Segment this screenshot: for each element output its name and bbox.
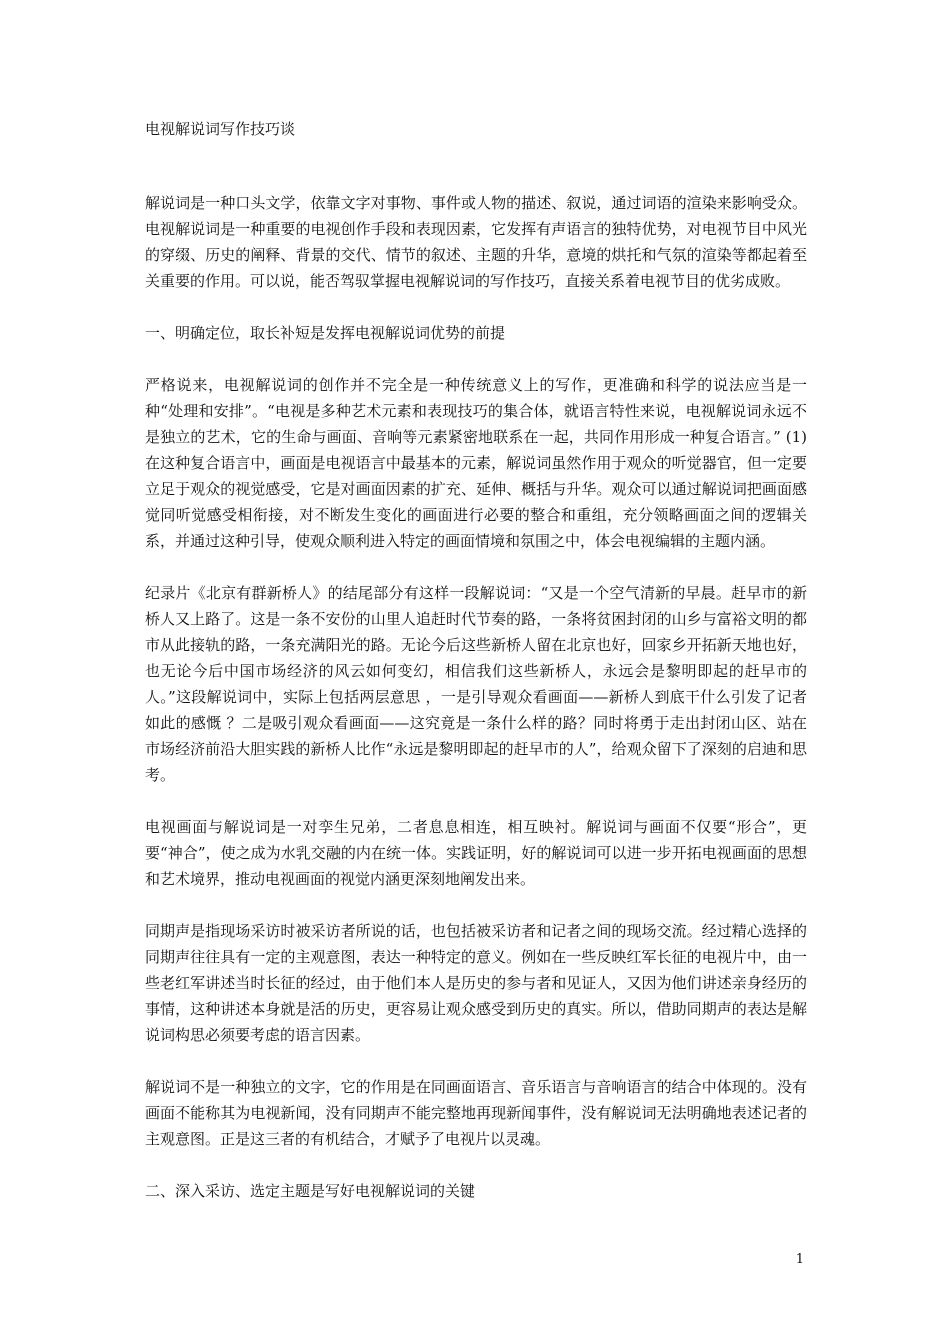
document-body <box>145 118 823 1204</box>
page-number: 1 <box>795 1252 804 1267</box>
spacer <box>145 140 807 190</box>
paragraph-image-and-narration: 电视画面与解说词是一对孪生兄弟，二者息息相连，相互映衬。解说词与画面不仅要“形合”，更要“神合”，使之成为水乳交融的内在统一体。实践证明，好的解说词可以进一步开拓电视画面的思想和艺术境界，推动电视画面的视觉内涵更深刻地阐发出来。 <box>145 818 807 888</box>
section-heading-2: 二、深入采访、选定主题是写好电视解说词的关键 <box>145 1182 476 1200</box>
paragraph-organic-combination: 解说词不是一种独立的文字，它的作用是在同画面语言、音乐语言与音响语言的结合中体现的。没有画面不能称其为电视新闻，没有同期声不能完整地再现新闻事件，没有解说词无法明确地表述记者的主观意图。正是这三者的有机结合，才赋予了电视片以灵魂。 <box>145 1078 807 1148</box>
spacer <box>145 294 807 320</box>
paragraph-composite-language: 严格说来，电视解说词的创作并不完全是一种传统意义上的写作，更准确和科学的说法应当是一种“处理和安排”。“电视是多种艺术元素和表现技巧的集合体，就语言特性来说，电视解说词永远不是独立的艺术，它的生命与画面、音响等元素紧密地联系在一起，共同作用形成一种复合语言。” (1) 在这种复合语言中，画面是电视语言中最基本的元素，解说词虽然作用于观众的听觉器官，但一定要立足于观众的视觉感受，它是对画面因素的扩充、延伸、概括与升华。观众可以通过解说词把画面感觉同听觉感受相衔接，对不断发生变化的画面进行必要的整合和重组，充分领略画面之间的逻辑关系，并通过这种引导，使观众顺利进入特定的画面情境和氛围之中，体会电视编辑的主题内涵。 <box>145 376 823 550</box>
spacer <box>145 554 807 580</box>
spacer <box>145 1048 807 1074</box>
spacer <box>145 788 807 814</box>
paragraph-documentary-example: 纪录片《北京有群新桥人》的结尾部分有这样一段解说词：“又是一个空气清新的早晨。赶早市的新桥人又上路了。这是一条不安份的山里人追赶时代节奏的路，一条将贫困封闭的山乡与富裕文明的都市从此接轨的路，一条充满阳光的路。无论今后这些新桥人留在北京也好，回家乡开拓新天地也好，也无论今后中国市场经济的风云如何变幻，相信我们这些新桥人，永远会是黎明即起的赶早市的人。”这段解说词中，实际上包括两层意思 ，一是引导观众看画面——新桥人到底干什么引发了记者如此的感慨 ？二是吸引观众看画面——这究竟是一条什么样的路？同时将勇于走出封闭山区、站在市场经济前沿大胆实践的新桥人比作“永远是黎明即起的赶早市的人”，给观众留下了深刻的启迪和思考。 <box>145 584 807 784</box>
spacer <box>145 1152 807 1178</box>
paragraph-synchronous-sound: 同期声是指现场采访时被采访者所说的话，也包括被采访者和记者之间的现场交流。经过精心选择的同期声往往具有一定的主观意图，表达一种特定的意义。例如在一些反映红军长征的电视片中，由一些老红军讲述当时长征的经过，由于他们本人是历史的参与者和见证人，又因为他们讲述亲身经历的事情，这种讲述本身就是活的历史，更容易让观众感受到历史的真实。所以，借助同期声的表达是解说词构思必须要考虑的语言因素。 <box>145 922 807 1044</box>
spacer <box>145 346 807 372</box>
paragraph-intro: 解说词是一种口头文学，依靠文字对事物、事件或人物的描述、叙说，通过词语的渲染来影响受众。电视解说词是一种重要的电视创作手段和表现因素，它发挥有声语言的独特优势，对电视节目中风光的穿缀、历史的阐释、背景的交代、情节的叙述、主题的升华，意境的烘托和气氛的渲染等都起着至关重要的作用。可以说，能否驾驭掌握电视解说词的写作技巧，直接关系着电视节目的优劣成败。 <box>145 194 807 290</box>
spacer <box>145 892 807 918</box>
section-heading-1: 一、明确定位，取长补短是发挥电视解说词优势的前提 <box>145 324 506 342</box>
document-title: 电视解说词写作技巧谈 <box>145 120 296 138</box>
